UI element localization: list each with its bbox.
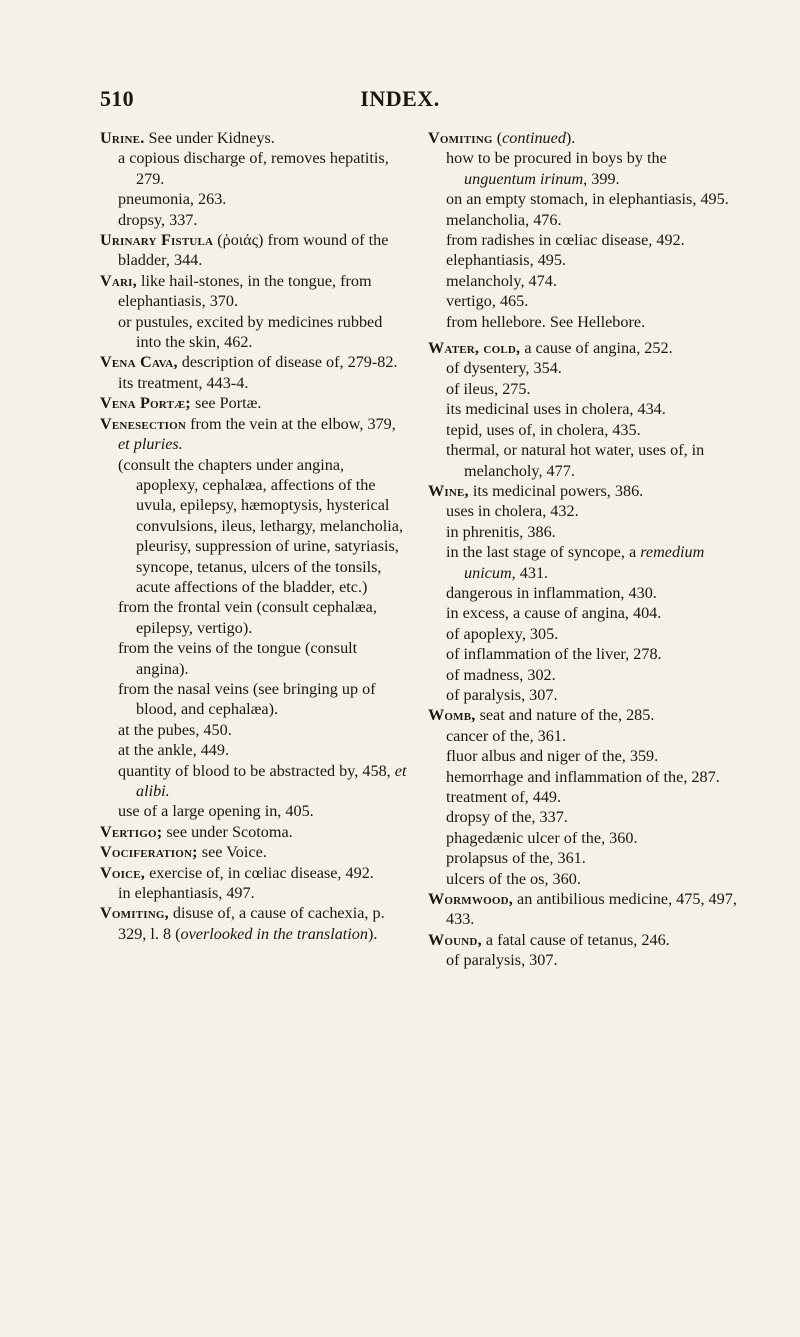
index-subentry bbox=[100, 597, 410, 638]
entry-text: phagedænic ulcer of the, 360. bbox=[446, 828, 638, 847]
entry-text-after: ). bbox=[565, 129, 576, 147]
entry-text: vertigo, 465. bbox=[446, 292, 529, 311]
entry-text: in the last stage of syncope, a bbox=[446, 543, 641, 562]
entry-text: (consult the chapters under angina, apoplexy, cephalæa, affections of the uvula, epilepsy, hæmoptysis, hysterical convulsions, ileus, lethargy, melancholia, pleurisy, suppression of urine, satyriasis, syncope, tetanus, ulcers of the tonsils, acute affections of the bladder, etc.) bbox=[118, 455, 404, 596]
index-entry bbox=[100, 128, 410, 148]
entry-term: Urine. bbox=[100, 129, 145, 147]
entry-term: Vari, bbox=[100, 271, 137, 290]
entry-term: Womb, bbox=[428, 706, 476, 725]
entry-text: fluor albus and niger of the, 359. bbox=[446, 747, 659, 766]
entry-italic-text: remedium unicum, bbox=[464, 543, 705, 582]
entry-italic-text: unguentum irinum, bbox=[464, 169, 588, 188]
index-subentry bbox=[428, 522, 741, 542]
entry-text: of apoplexy, 305. bbox=[446, 624, 559, 643]
entry-text: of dysentery, 354. bbox=[446, 359, 562, 378]
entry-text: (ῥοιάς) from wound of the bladder, 344. bbox=[118, 231, 389, 270]
index-subentry bbox=[100, 210, 410, 230]
entry-text: pneumonia, 263. bbox=[118, 190, 227, 209]
index-subentry bbox=[428, 807, 741, 827]
entry-text: of madness, 302. bbox=[446, 665, 556, 684]
entry-term: Voice, bbox=[100, 863, 146, 882]
index-subentry bbox=[428, 312, 741, 332]
index-subentry bbox=[428, 685, 741, 705]
index-subentry bbox=[428, 420, 741, 440]
index-subentry bbox=[428, 583, 741, 603]
index-entry bbox=[100, 863, 410, 883]
entry-text: see Voice. bbox=[197, 843, 267, 862]
entry-text: of ileus, 275. bbox=[446, 379, 531, 398]
entry-italic-text: et alibi. bbox=[136, 761, 407, 800]
entry-text: on an empty stomach, in elephantiasis, 495. bbox=[446, 190, 729, 209]
running-head: INDEX. bbox=[360, 86, 440, 111]
entry-text: from the nasal veins (see bringing up of blood, and cephalæa). bbox=[118, 679, 376, 719]
entry-text: how to be procured in boys by the bbox=[446, 149, 667, 168]
entry-term: Vena Cava, bbox=[100, 353, 178, 372]
index-subentry bbox=[428, 399, 741, 419]
index-subentry bbox=[428, 210, 741, 230]
index-entry bbox=[100, 230, 410, 271]
index-entry bbox=[428, 338, 741, 358]
index-subentry bbox=[428, 189, 741, 209]
entry-text: in excess, a cause of angina, 404. bbox=[446, 604, 662, 623]
index-subentry bbox=[428, 848, 741, 868]
index-entry bbox=[428, 930, 741, 950]
index-subentry bbox=[428, 250, 741, 270]
index-subentry bbox=[100, 638, 410, 679]
index-column-right bbox=[428, 128, 741, 971]
index-entry bbox=[100, 352, 410, 372]
entry-text: exercise of, in cœliac disease, 492. bbox=[145, 863, 374, 882]
index-column-left bbox=[100, 128, 410, 944]
index-subentry bbox=[428, 230, 741, 250]
index-entry bbox=[100, 271, 410, 312]
index-subentry bbox=[428, 828, 741, 848]
index-subentry bbox=[428, 148, 741, 189]
index-subentry bbox=[428, 440, 741, 481]
entry-text: melancholia, 476. bbox=[446, 210, 562, 229]
index-subentry bbox=[428, 603, 741, 623]
entry-text: of paralysis, 307. bbox=[446, 951, 558, 970]
entry-text: dropsy, 337. bbox=[118, 210, 198, 229]
entry-text: its treatment, 443-4. bbox=[118, 373, 249, 392]
entry-italic-text: overlooked in the translation bbox=[180, 924, 368, 943]
entry-text: quantity of blood to be abstracted by, 458, bbox=[118, 761, 395, 780]
index-subentry bbox=[100, 720, 410, 740]
entry-text: hemorrhage and inflammation of the, 287. bbox=[446, 767, 720, 786]
index-entry bbox=[428, 705, 741, 725]
entry-text: elephantiasis, 495. bbox=[446, 251, 567, 270]
index-subentry bbox=[100, 801, 410, 821]
entry-text: in phrenitis, 386. bbox=[446, 522, 556, 541]
entry-text: cancer of the, 361. bbox=[446, 726, 566, 745]
entry-text: See under Kidneys. bbox=[144, 129, 275, 147]
index-subentry bbox=[428, 291, 741, 311]
index-subentry bbox=[428, 501, 741, 521]
entry-text: treatment of, 449. bbox=[446, 788, 562, 806]
entry-text: see under Scotoma. bbox=[162, 822, 293, 841]
entry-term: Vomiting, bbox=[100, 904, 169, 923]
entry-text: tepid, uses of, in cholera, 435. bbox=[446, 420, 641, 439]
index-subentry bbox=[100, 373, 410, 393]
entry-term: Vociferation; bbox=[100, 843, 198, 862]
entry-text: melancholy, 474. bbox=[446, 271, 557, 290]
entry-text: ulcers of the os, 360. bbox=[446, 869, 581, 888]
entry-text: use of a large opening in, 405. bbox=[118, 802, 314, 821]
index-entry bbox=[100, 822, 410, 842]
entry-text: ( bbox=[492, 129, 503, 147]
entry-text: from the veins of the tongue (consult angina). bbox=[118, 639, 358, 678]
entry-text: from the vein at the elbow, 379, bbox=[186, 414, 396, 433]
index-subentry bbox=[100, 455, 410, 598]
index-entry bbox=[100, 393, 410, 413]
entry-text: seat and nature of the, 285. bbox=[475, 706, 655, 725]
index-subentry bbox=[428, 787, 741, 807]
index-subentry bbox=[100, 679, 410, 720]
index-entry bbox=[100, 842, 410, 862]
entry-term: Urinary Fistula bbox=[100, 231, 214, 250]
entry-term: Water, cold, bbox=[428, 339, 521, 358]
index-subentry bbox=[100, 148, 410, 189]
index-entry bbox=[428, 128, 741, 148]
entry-text: or pustules, excited by medicines rubbed into the skin, 462. bbox=[118, 312, 383, 352]
entry-text: from hellebore. See Hellebore. bbox=[446, 312, 646, 331]
entry-italic-text: et pluries. bbox=[118, 435, 183, 454]
entry-term: Vomiting bbox=[428, 129, 493, 147]
entry-text: prolapsus of the, 361. bbox=[446, 849, 586, 868]
entry-text: dangerous in inflammation, 430. bbox=[446, 583, 657, 602]
entry-text: of paralysis, 307. bbox=[446, 685, 558, 704]
entry-text: from radishes in cœliac disease, 492. bbox=[446, 231, 685, 250]
index-subentry bbox=[428, 358, 741, 378]
index-subentry bbox=[428, 767, 741, 787]
entry-term: Wormwood, bbox=[428, 890, 513, 909]
entry-text-after: 399. bbox=[587, 169, 620, 188]
entry-text: disuse of, a cause of cachexia, p. 329, l. 8 ( bbox=[118, 904, 385, 943]
entry-text: its medicinal uses in cholera, 434. bbox=[446, 400, 666, 419]
entry-text: thermal, or natural hot water, uses of, in melancholy, 477. bbox=[446, 441, 705, 480]
entry-text: from the frontal vein (consult cephalæa, epilepsy, vertigo). bbox=[118, 598, 377, 637]
entry-text: a copious discharge of, removes hepatitis, 279. bbox=[118, 149, 389, 188]
index-subentry bbox=[428, 624, 741, 644]
entry-text: of inflammation of the liver, 278. bbox=[446, 645, 662, 664]
index-entry bbox=[100, 414, 410, 455]
entry-text: dropsy of the, 337. bbox=[446, 808, 568, 827]
index-subentry bbox=[100, 312, 410, 353]
entry-text: a fatal cause of tetanus, 246. bbox=[481, 930, 670, 949]
entry-text: at the ankle, 449. bbox=[118, 741, 230, 760]
index-subentry bbox=[428, 746, 741, 766]
index-entry bbox=[428, 889, 741, 930]
entry-text: its medicinal powers, 386. bbox=[468, 481, 644, 500]
index-subentry bbox=[428, 271, 741, 291]
entry-term: Wine, bbox=[428, 481, 469, 500]
entry-text: description of disease of, 279-82. bbox=[177, 353, 398, 372]
index-subentry bbox=[428, 665, 741, 685]
entry-text: a cause of angina, 252. bbox=[520, 339, 673, 358]
entry-text-after: ). bbox=[367, 924, 378, 943]
entry-term: Vena Portæ; bbox=[100, 394, 191, 413]
page-number: 510 bbox=[100, 86, 134, 111]
entry-text: in elephantiasis, 497. bbox=[118, 884, 255, 903]
entry-term: Vertigo; bbox=[100, 822, 163, 841]
index-subentry bbox=[428, 644, 741, 664]
index-entry bbox=[100, 903, 410, 944]
entry-text: see Portæ. bbox=[190, 394, 262, 413]
entry-text-after: 431. bbox=[515, 563, 549, 582]
index-subentry bbox=[428, 726, 741, 746]
entry-term: Venesection bbox=[100, 414, 187, 433]
index-subentry bbox=[428, 950, 741, 970]
index-subentry bbox=[100, 189, 410, 209]
entry-text: like hail-stones, in the tongue, from elephantiasis, 370. bbox=[118, 271, 372, 311]
index-subentry bbox=[428, 869, 741, 889]
entry-italic-text: continued bbox=[502, 129, 566, 147]
entry-text: at the pubes, 450. bbox=[118, 720, 232, 739]
entry-text: an antibilious medicine, 475, 497, 433. bbox=[446, 890, 737, 929]
index-entry bbox=[428, 481, 741, 501]
index-subentry bbox=[428, 379, 741, 399]
entry-text: uses in cholera, 432. bbox=[446, 502, 579, 521]
index-subentry bbox=[428, 542, 741, 583]
index-subentry bbox=[100, 740, 410, 760]
index-subentry bbox=[100, 761, 410, 802]
index-subentry bbox=[100, 883, 410, 903]
entry-term: Wound, bbox=[428, 930, 482, 949]
